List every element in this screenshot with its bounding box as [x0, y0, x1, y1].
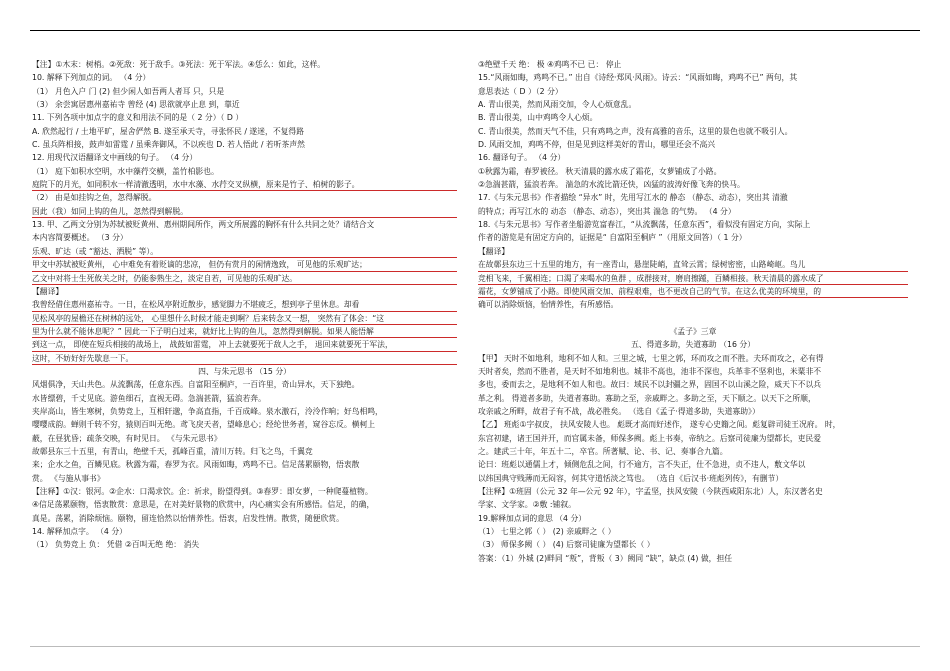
text-line: 竞相飞来，千翼相连；口渴了来喝水的鱼群 ，成群接对，磨肩擦踵，百鳞相接。秋天清晨的露水成了: [478, 272, 908, 285]
text-line: 19.解释加点词的意思 （4 分）: [478, 513, 587, 523]
text-line: 16. 翻译句子。 （4 分）: [478, 153, 566, 163]
text-line: 【翻译】: [478, 246, 510, 256]
text-line: 的特点；再写江水的 动态 （静态、动态），突出其 湍急 的气势。 （4 分）: [478, 206, 736, 216]
text-line: 嘤嘤成韵。蝉则千转不穷，猿则百叫无绝。鸢飞戾天者，望峰息心；经纶世务者，窥谷忘反。横柯上: [32, 420, 376, 430]
text-line: 意思表达（ D ）（2 分）: [478, 86, 563, 96]
text-line: 革之利。 得道者多助，失道者寡助。寡助之至，亲戚畔之。多助之至，天下顺之。以天下之所顺，: [478, 393, 816, 403]
text-line: 攻亲戚之所畔，故君子有不战，战必胜矣。 （选自《孟子·得道多助，失道寡助》）: [478, 406, 760, 416]
right-column: [478, 58, 908, 565]
text-line: 乙文中对将士生死攸关之时，仍能参熟生之，淡定自若，可见他的乐观旷达。: [32, 272, 457, 285]
text-line: 【注】①木末：树梢。②死敌：死于敌手。③死法：死于军法。④恁么：如此，这样。: [32, 60, 326, 69]
text-line: [478, 312, 908, 325]
text-line: C. 虽兵阵相接，鼓声如雷霆 / 虽乘奔御风，不以疾也 D. 若人悟此 / 若听茶声然: [32, 140, 305, 150]
text-line: 本内容简要概述。 （3 分）: [32, 233, 128, 243]
text-line: 真是。荡累，消除烦恼。颐物，留连恰然以怡情养性。悟衷，启发性情。散赏，随便欣赏。: [32, 513, 344, 523]
text-line: A. 青山很美，然而风雨交加，令人心烦意乱。: [478, 100, 637, 110]
text-line: 【翻译】: [32, 286, 64, 296]
section-title: 五、得道多助，失道寡助 （16 分）: [630, 340, 756, 350]
section-title: 《孟子》三章: [669, 326, 717, 336]
text-line: 夹岸高山，皆生寒树，负势竞上，互相轩邈，争高直指，千百成峰。泉水激石，泠泠作响；好鸟相鸣，: [32, 406, 383, 416]
text-line: 故鄣县东三十五里，有青山，绝壁千天，孤峰百重，清川万转。归飞之鸟，千翼竞: [32, 446, 313, 456]
bottom-rule: [30, 646, 920, 647]
text-line: 13. 甲、乙两文分别为苏轼被贬黄州、惠州期间所作，两文所展露的胸怀有什么共同之处？请结合文: [32, 220, 375, 230]
text-line: 学家、文学家。②敷 :铺叙。: [478, 500, 576, 510]
text-line: （1） 月色入户 门 (2) 但少闲人如吾两人者耳 只，只是: [32, 86, 225, 96]
text-line: 17.《与朱元思书》作者描绘 “异水” 时，先用写江水的 静态 （静态、动态），突出其 清澈: [478, 193, 788, 203]
text-line: 15.“风雨如晦，鸡鸣不已。” 出自《诗经·郑风·风雨》。诗云：“风雨如晦，鸡鸣不已” 两句，其: [478, 73, 798, 83]
text-line: 【注释】①汉：银河。②企水：口渴求饮。企：祈求，盼望得到。③春罗：即女萝，一种爬蔓植物。: [32, 487, 373, 496]
text-line: 11. 下列各项中加点字的意义和用法不同的是（ 2 分）（ D ）: [32, 113, 244, 123]
text-line: 霜花，女萝铺成了小路。即使风雨交加、前程艰难，也不更改自己的气节。在这么优美的环境里，的: [478, 285, 908, 298]
text-line: 乐观、旷达（或 “豁达、洒脱” 等）。: [32, 245, 457, 258]
text-line: 庭院下的月光，如同积水一样清澈透明，水中水藻、水荇交叉纵横，原来是竹子、柏树的影子。: [32, 178, 457, 191]
text-line: （1） 负势竞上 负： 凭借 ②百叫无绝 绝： 消失: [32, 540, 200, 550]
text-line: 里为什么就不能休息呢？” 因此一下子明白过来，就好比上钩的鱼儿，忽然得到解脱。如果人能悟解: [32, 325, 457, 338]
section-title: 四、与朱元思书 （15 分）: [198, 366, 291, 376]
text-line: 作者的游览是有固定方向的，证据是“ 自富阳至桐庐 ”（用原文回答）（ 1 分）: [478, 233, 747, 243]
text-line: 甲文中苏轼被贬黄州， 心中难免有着贬谪的悲凉， 但仍有赏月的闲情逸致， 可见他的乐观旷达；: [32, 258, 457, 271]
text-line: （1） 七里之郭（ ） (2) 亲戚畔之（ ）: [478, 527, 616, 537]
text-line: ④信足荡累颐物，悟衷散赏：意思是，在对美好景物的欣赏中，内心痛实会有所感悟。信足，的确，: [32, 500, 375, 510]
text-line: 之。建武三十年，年五十二，卒官。所著赋、论、书、记、奏事合九篇。: [478, 446, 728, 456]
text-line: 赏。 《与施从事书》: [32, 473, 105, 483]
text-line: 14. 解释加点字。 （4 分）: [32, 527, 127, 537]
text-line: 到这一点， 即使在短兵相接的战场上， 战鼓如雷霆， 冲上去就要死于敌人之手， 退回来就要死于军法，: [32, 338, 457, 351]
text-line: 【甲】 天时不如地利，地利不如人和。三里之城，七里之郭，环而攻之而不胜。夫环而攻之，必有得: [478, 353, 824, 363]
text-line: 在故鄣县东边三十五里的地方，有一座青山，悬崖陡峭，直耸云霄；绿树密密，山路崎岖。鸟儿: [478, 258, 908, 271]
text-line: 以纬国典守贱薄而无闷容，何其守道恬淡之笃也。 （选自《后汉书·班彪列传》，有删节）: [478, 473, 784, 483]
text-line: C. 青山很美，然而天气不佳，只有鸡鸣之声，没有高雅的音乐，这里的景色也就不吸引人。: [478, 126, 793, 136]
text-line: ①秋露为霜，春罗被径。 秋天清晨的露水成了霜花，女萝铺成了小路。: [478, 166, 722, 176]
text-line: 论曰：班彪以通儒上才，倾侧危乱之间，行不逾方，言不失正，仕不急进，贞不违人，敷文华以: [478, 460, 806, 470]
text-line: 12. 用现代汉语翻译文中画线的句子。 （4 分）: [32, 153, 198, 163]
left-column: [32, 58, 457, 552]
text-line: 答案：（1）外城 (2)畔同 “叛”，背叛（ 3）阙同 “缺”，缺点 (4) 做，担任: [478, 553, 733, 563]
text-line: ③绝壁千天 绝： 极 ④鸡鸣不已 已： 停止: [478, 60, 622, 69]
text-line: 18.《与朱元思书》写作者坐船游览富春江，“从流飘荡，任意东西”，看似没有固定方向，实际上: [478, 220, 811, 230]
text-line: 见松风亭的屋檐还在树林的远处， 心里想什么时候才能走到啊？后来转念又一想， 突然有了体会：“这: [32, 312, 457, 325]
text-line: 多也，委而去之，是地利不如人和也。故曰：域民不以封疆之界，固国不以山溪之险，威天下不以兵: [478, 380, 822, 390]
text-line: 风烟俱净，天山共色。从流飘荡，任意东西。自富阳至桐庐，一百许里，奇山异水，天下独绝。: [32, 380, 360, 390]
text-line: 东宫初建，诸王国并开，而官属未备，师保多阙。彪上书奏，帝纳之。后察司徒廉为望都长，吏民爱: [478, 433, 822, 443]
text-line: 【注释】①班固（公元 32 年—公元 92 年），字孟坚，扶风安陵（今陕西咸阳东北）人，东汉著名史: [478, 487, 823, 496]
text-line: A. 欣然起行 / 土地平旷，屋舍俨然 B. 遂至承天寺，寻张怀民 / 遂迷，不复得路: [32, 126, 305, 136]
text-line: 这时，不妨好好先歇息一下。: [32, 352, 457, 365]
text-line: 水皆缥碧，千丈见底。游鱼细石，直视无碍。急湍甚箭，猛浪若奔。: [32, 393, 266, 403]
text-line: 天时者矣，然而不胜者，是天时不如地利也。城非不高也，池非不深也，兵革非不坚利也，米粟非不: [478, 366, 822, 376]
text-line: （3） 余尝寓居惠州嘉祐寺 曾经 (4) 思欲就亭止息 到，靠近: [32, 100, 240, 110]
text-line: 10. 解释下列加点的词。 （4 分）: [32, 73, 151, 83]
text-line: 【乙】 班彪①字叔皮， 扶风安陵人也。 彪既才高而好述作， 遂专心史籍之间。彪复辟司徒王况府。 时，: [478, 420, 841, 430]
text-line: 因此（我）如同上钩的鱼儿，忽然得到解脱。: [32, 205, 457, 218]
top-rule: [30, 30, 920, 31]
text-line: 来；企水之鱼，百鳞见底。秋露为霜，春罗为衣。风雨如晦，鸡鸣不已。信足荡累颐物，悟衷散: [32, 460, 360, 470]
text-line: 我曾经借住惠州嘉祐寺。一日，在松风亭附近散步，感觉脚力不堪疲乏，想到亭子里休息。却看: [32, 298, 457, 311]
text-line: 蔽，在昼犹昏；疏条交映，有时见日。 《与朱元思书》: [32, 433, 222, 443]
text-line: ②急湍甚箭，猛浪若奔。 湍急的水流比箭还快，凶猛的波涛好像飞奔的快马。: [478, 180, 745, 190]
text-line: D. 风雨交加，鸡鸣不停，但是见到这样美好的青山，哪里还会不高兴: [478, 140, 716, 150]
text-line: （3） 师保多阙（ ） (4) 后察司徒廉为望都长（ ）: [478, 540, 655, 550]
text-line: 确可以消除烦恼，怡情养性，有所感悟。: [478, 300, 619, 310]
text-line: （2） 由是如挂钩之鱼，忽得解脱。: [32, 193, 157, 203]
text-line: （1） 庭下如积水空明，水中藻荇交横，盖竹柏影也。: [32, 166, 219, 176]
text-line: B. 青山很美，山中鸡鸣令人心烦。: [478, 113, 598, 123]
